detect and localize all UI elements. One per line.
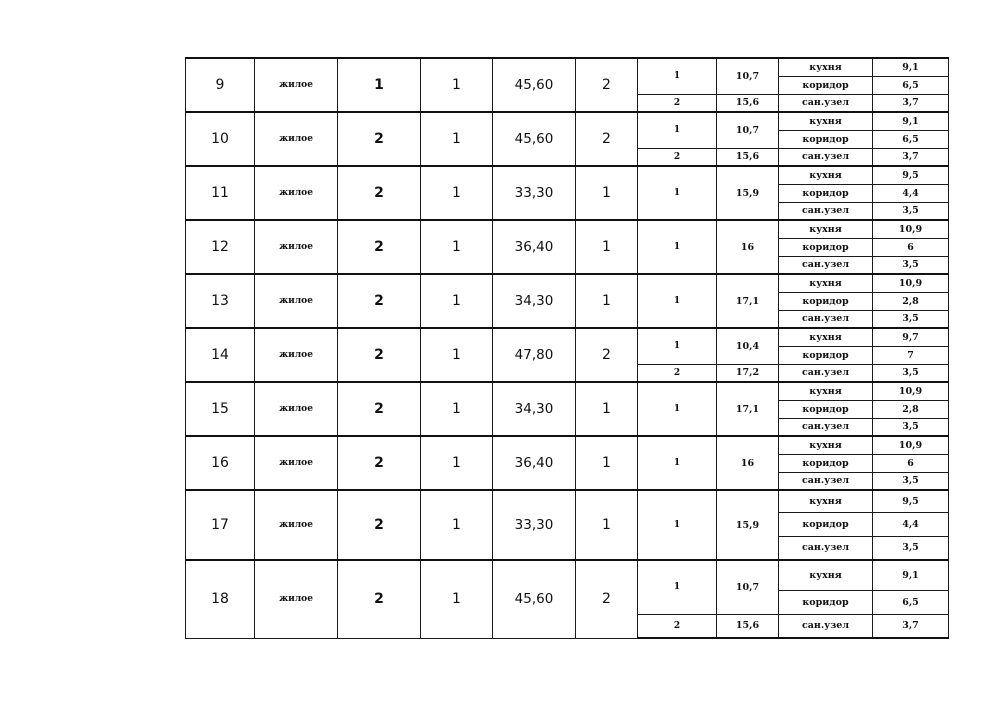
aux-room-area-cell: 3,5 bbox=[873, 536, 949, 560]
aux-room-area-cell: 4,4 bbox=[873, 184, 949, 202]
aux-room-area-cell: 10,9 bbox=[873, 274, 949, 292]
floor-cell: 2 bbox=[338, 220, 421, 274]
apartment-number-cell: 9 bbox=[186, 58, 255, 112]
living-room-area-cell: 16 bbox=[717, 220, 779, 274]
aux-room-name-cell: кухня bbox=[779, 490, 873, 512]
section-cell: 1 bbox=[421, 328, 493, 382]
rooms-count-cell: 2 bbox=[576, 328, 638, 382]
aux-room-name-cell: коридор bbox=[779, 292, 873, 310]
floor-cell: 1 bbox=[338, 58, 421, 112]
aux-room-area-cell: 3,7 bbox=[873, 94, 949, 112]
apartment-number-cell: 15 bbox=[186, 382, 255, 436]
apartment-number-cell: 12 bbox=[186, 220, 255, 274]
aux-room-name-cell: коридор bbox=[779, 76, 873, 94]
table-row bbox=[186, 166, 949, 184]
living-room-number-cell: 1 bbox=[638, 220, 717, 274]
aux-room-area-cell: 6,5 bbox=[873, 590, 949, 614]
floor-cell: 2 bbox=[338, 112, 421, 166]
aux-room-name-cell: кухня bbox=[779, 560, 873, 590]
living-room-number-cell: 1 bbox=[638, 58, 717, 94]
aux-room-name-cell: кухня bbox=[779, 166, 873, 184]
aux-room-name-cell: коридор bbox=[779, 238, 873, 256]
aux-room-name-cell: коридор bbox=[779, 454, 873, 472]
aux-room-name-cell: кухня bbox=[779, 382, 873, 400]
table-row bbox=[186, 220, 949, 238]
aux-room-area-cell: 10,9 bbox=[873, 220, 949, 238]
section-cell: 1 bbox=[421, 166, 493, 220]
total-area-cell: 36,40 bbox=[493, 436, 576, 490]
aux-room-name-cell: кухня bbox=[779, 436, 873, 454]
living-room-area-cell: 10,7 bbox=[717, 560, 779, 614]
apartment-number-cell: 10 bbox=[186, 112, 255, 166]
aux-room-area-cell: 6,5 bbox=[873, 130, 949, 148]
aux-room-area-cell: 4,4 bbox=[873, 512, 949, 536]
aux-room-name-cell: коридор bbox=[779, 130, 873, 148]
aux-room-name-cell: сан.узел bbox=[779, 536, 873, 560]
aux-room-area-cell: 3,5 bbox=[873, 472, 949, 490]
section-cell: 1 bbox=[421, 220, 493, 274]
aux-room-name-cell: сан.узел bbox=[779, 94, 873, 112]
aux-room-name-cell: коридор bbox=[779, 512, 873, 536]
aux-room-name-cell: кухня bbox=[779, 328, 873, 346]
aux-room-area-cell: 3,5 bbox=[873, 364, 949, 382]
aux-room-area-cell: 3,5 bbox=[873, 202, 949, 220]
total-area-cell: 33,30 bbox=[493, 166, 576, 220]
apartment-number-cell: 18 bbox=[186, 560, 255, 638]
rooms-count-cell: 2 bbox=[576, 112, 638, 166]
floor-cell: 2 bbox=[338, 274, 421, 328]
aux-room-area-cell: 3,7 bbox=[873, 148, 949, 166]
rooms-count-cell: 2 bbox=[576, 560, 638, 638]
aux-room-name-cell: кухня bbox=[779, 58, 873, 76]
table-row bbox=[186, 382, 949, 400]
floor-cell: 2 bbox=[338, 490, 421, 560]
aux-room-area-cell: 6 bbox=[873, 238, 949, 256]
aux-room-area-cell: 10,9 bbox=[873, 436, 949, 454]
section-cell: 1 bbox=[421, 58, 493, 112]
living-room-number-cell: 2 bbox=[638, 364, 717, 382]
premises-type-cell: жилое bbox=[255, 166, 338, 220]
living-room-area-cell: 17,2 bbox=[717, 364, 779, 382]
apartment-number-cell: 16 bbox=[186, 436, 255, 490]
apartments-table bbox=[185, 57, 949, 639]
living-room-area-cell: 17,1 bbox=[717, 274, 779, 328]
floor-cell: 2 bbox=[338, 436, 421, 490]
aux-room-area-cell: 9,7 bbox=[873, 328, 949, 346]
table-row bbox=[186, 560, 949, 590]
table-row bbox=[186, 112, 949, 130]
aux-room-area-cell: 9,1 bbox=[873, 560, 949, 590]
aux-room-area-cell: 10,9 bbox=[873, 382, 949, 400]
aux-room-area-cell: 9,5 bbox=[873, 166, 949, 184]
table-row bbox=[186, 58, 949, 76]
aux-room-name-cell: коридор bbox=[779, 590, 873, 614]
apartment-number-cell: 11 bbox=[186, 166, 255, 220]
section-cell: 1 bbox=[421, 560, 493, 638]
living-room-number-cell: 1 bbox=[638, 490, 717, 560]
table-row bbox=[186, 328, 949, 346]
aux-room-name-cell: кухня bbox=[779, 220, 873, 238]
rooms-count-cell: 1 bbox=[576, 436, 638, 490]
living-room-number-cell: 1 bbox=[638, 436, 717, 490]
aux-room-area-cell: 7 bbox=[873, 346, 949, 364]
floor-cell: 2 bbox=[338, 166, 421, 220]
living-room-area-cell: 15,9 bbox=[717, 166, 779, 220]
living-room-number-cell: 2 bbox=[638, 148, 717, 166]
living-room-area-cell: 17,1 bbox=[717, 382, 779, 436]
living-room-area-cell: 10,4 bbox=[717, 328, 779, 364]
aux-room-name-cell: коридор bbox=[779, 400, 873, 418]
aux-room-area-cell: 9,1 bbox=[873, 112, 949, 130]
aux-room-area-cell: 2,8 bbox=[873, 400, 949, 418]
living-room-number-cell: 1 bbox=[638, 274, 717, 328]
section-cell: 1 bbox=[421, 112, 493, 166]
table-row bbox=[186, 436, 949, 454]
rooms-count-cell: 1 bbox=[576, 274, 638, 328]
section-cell: 1 bbox=[421, 490, 493, 560]
aux-room-name-cell: кухня bbox=[779, 274, 873, 292]
aux-room-name-cell: сан.узел bbox=[779, 310, 873, 328]
aux-room-name-cell: коридор bbox=[779, 184, 873, 202]
living-room-number-cell: 1 bbox=[638, 166, 717, 220]
total-area-cell: 45,60 bbox=[493, 560, 576, 638]
aux-room-name-cell: сан.узел bbox=[779, 614, 873, 638]
living-room-number-cell: 1 bbox=[638, 382, 717, 436]
aux-room-area-cell: 9,5 bbox=[873, 490, 949, 512]
living-room-area-cell: 15,9 bbox=[717, 490, 779, 560]
floor-cell: 2 bbox=[338, 328, 421, 382]
aux-room-area-cell: 2,8 bbox=[873, 292, 949, 310]
living-room-number-cell: 1 bbox=[638, 328, 717, 364]
living-room-number-cell: 1 bbox=[638, 560, 717, 614]
table-row bbox=[186, 490, 949, 512]
aux-room-area-cell: 3,5 bbox=[873, 256, 949, 274]
aux-room-area-cell: 9,1 bbox=[873, 58, 949, 76]
premises-type-cell: жилое bbox=[255, 58, 338, 112]
section-cell: 1 bbox=[421, 436, 493, 490]
premises-type-cell: жилое bbox=[255, 382, 338, 436]
total-area-cell: 47,80 bbox=[493, 328, 576, 382]
apartment-number-cell: 17 bbox=[186, 490, 255, 560]
premises-type-cell: жилое bbox=[255, 220, 338, 274]
aux-room-name-cell: сан.узел bbox=[779, 148, 873, 166]
aux-room-area-cell: 3,5 bbox=[873, 418, 949, 436]
rooms-count-cell: 2 bbox=[576, 58, 638, 112]
section-cell: 1 bbox=[421, 274, 493, 328]
living-room-area-cell: 10,7 bbox=[717, 58, 779, 94]
premises-type-cell: жилое bbox=[255, 112, 338, 166]
aux-room-area-cell: 6,5 bbox=[873, 76, 949, 94]
living-room-area-cell: 16 bbox=[717, 436, 779, 490]
premises-type-cell: жилое bbox=[255, 328, 338, 382]
aux-room-name-cell: сан.узел bbox=[779, 202, 873, 220]
aux-room-area-cell: 3,5 bbox=[873, 310, 949, 328]
table-row bbox=[186, 274, 949, 292]
total-area-cell: 45,60 bbox=[493, 112, 576, 166]
apartment-number-cell: 14 bbox=[186, 328, 255, 382]
premises-type-cell: жилое bbox=[255, 274, 338, 328]
living-room-number-cell: 1 bbox=[638, 112, 717, 148]
total-area-cell: 33,30 bbox=[493, 490, 576, 560]
rooms-count-cell: 1 bbox=[576, 490, 638, 560]
section-cell: 1 bbox=[421, 382, 493, 436]
aux-room-name-cell: сан.узел bbox=[779, 418, 873, 436]
rooms-count-cell: 1 bbox=[576, 166, 638, 220]
aux-room-area-cell: 6 bbox=[873, 454, 949, 472]
aux-room-name-cell: кухня bbox=[779, 112, 873, 130]
living-room-number-cell: 2 bbox=[638, 614, 717, 638]
rooms-count-cell: 1 bbox=[576, 220, 638, 274]
total-area-cell: 45,60 bbox=[493, 58, 576, 112]
aux-room-name-cell: сан.узел bbox=[779, 472, 873, 490]
premises-type-cell: жилое bbox=[255, 490, 338, 560]
floor-cell: 2 bbox=[338, 382, 421, 436]
total-area-cell: 34,30 bbox=[493, 382, 576, 436]
premises-type-cell: жилое bbox=[255, 436, 338, 490]
living-room-area-cell: 15,6 bbox=[717, 614, 779, 638]
rooms-count-cell: 1 bbox=[576, 382, 638, 436]
living-room-area-cell: 15,6 bbox=[717, 148, 779, 166]
apartment-number-cell: 13 bbox=[186, 274, 255, 328]
floor-cell: 2 bbox=[338, 560, 421, 638]
total-area-cell: 34,30 bbox=[493, 274, 576, 328]
living-room-area-cell: 15,6 bbox=[717, 94, 779, 112]
total-area-cell: 36,40 bbox=[493, 220, 576, 274]
aux-room-area-cell: 3,7 bbox=[873, 614, 949, 638]
aux-room-name-cell: сан.узел bbox=[779, 364, 873, 382]
living-room-number-cell: 2 bbox=[638, 94, 717, 112]
aux-room-name-cell: сан.узел bbox=[779, 256, 873, 274]
aux-room-name-cell: коридор bbox=[779, 346, 873, 364]
premises-type-cell: жилое bbox=[255, 560, 338, 638]
living-room-area-cell: 10,7 bbox=[717, 112, 779, 148]
